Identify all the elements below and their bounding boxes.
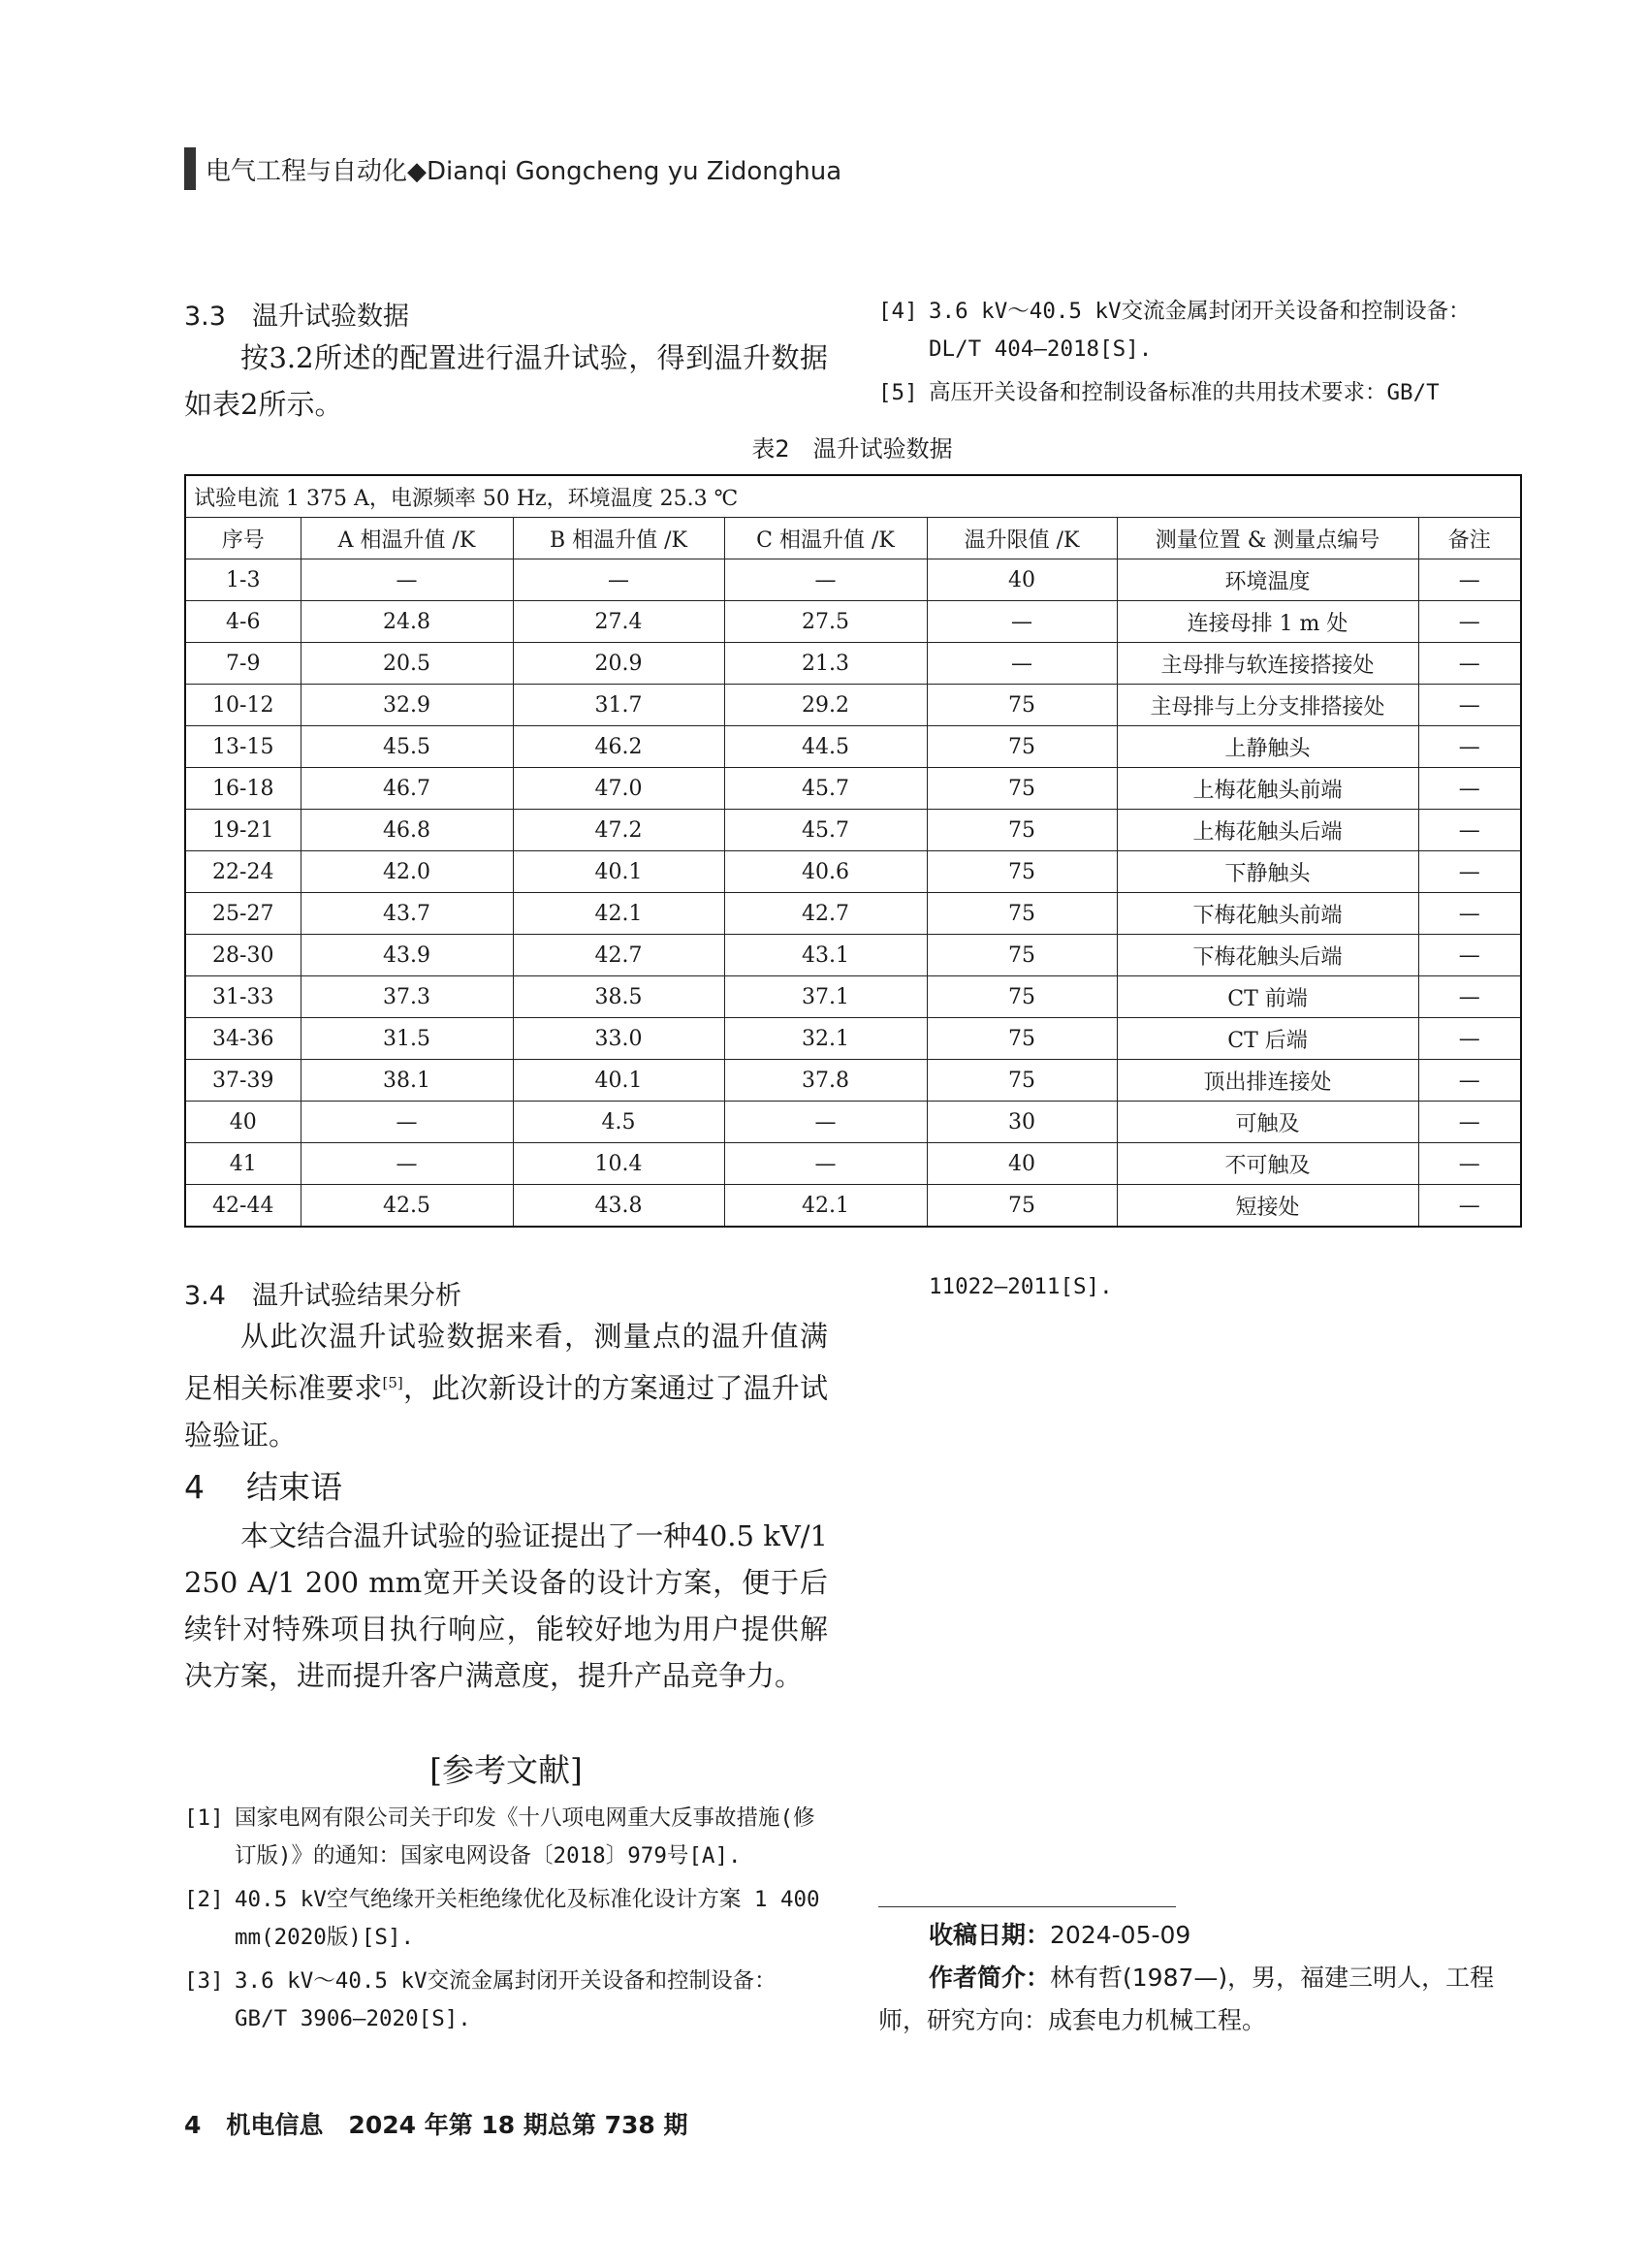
table-cell: —	[301, 559, 513, 601]
table-cell: —	[1418, 893, 1521, 935]
table-cell: —	[1418, 726, 1521, 768]
reference-item	[878, 374, 1522, 412]
paragraph: 本文结合温升试验的验证提出了一种40.5 kV/1 250 A/1 200 mm宽开关设备的设计方案，便于后续针对特殊项目执行响应，能较好地为用户提供解决方案，进而提升客户满意度，提升产品竞争力。	[184, 1519, 828, 1692]
table-cell: 主母排与上分支排搭接处	[1117, 685, 1418, 726]
reference-number: [2]	[184, 1887, 224, 1912]
table-cell: 可触及	[1117, 1102, 1418, 1143]
table-cell: 75	[927, 1185, 1117, 1228]
reference-item	[184, 1881, 828, 1957]
table-row	[185, 559, 1521, 601]
reference-item	[878, 293, 1522, 368]
table-cell: 42.1	[724, 1185, 927, 1228]
table-cell: 75	[927, 851, 1117, 893]
citation-marker: [5]	[382, 1374, 403, 1391]
received-label: 收稿日期：	[929, 1921, 1051, 1949]
table-cell: CT 前端	[1117, 976, 1418, 1018]
table-cell: 顶出排连接处	[1117, 1060, 1418, 1102]
table-cell: —	[1418, 935, 1521, 976]
table-cell: 25-27	[185, 893, 301, 935]
received-date	[878, 1914, 1522, 1957]
table-cell: —	[1418, 559, 1521, 601]
section-4-heading	[184, 1462, 342, 1508]
table-header-row	[185, 518, 1521, 559]
table-cell: 75	[927, 768, 1117, 810]
table-cell: 43.1	[724, 935, 927, 976]
table-cell: 42.5	[301, 1185, 513, 1228]
reference-number: [4]	[878, 299, 918, 324]
table-cell: 29.2	[724, 685, 927, 726]
table-cell: 40.1	[513, 851, 724, 893]
author-value: 林有哲(1987—)，男，福建三明人，工程师，研究方向：成套电力机械工程。	[878, 1964, 1495, 2034]
article-meta	[878, 1914, 1522, 2042]
table-cell: 下梅花触头前端	[1117, 893, 1418, 935]
table-row	[185, 768, 1521, 810]
table-cell: 16-18	[185, 768, 301, 810]
table-cell: 42.0	[301, 851, 513, 893]
table-cell: CT 后端	[1117, 1018, 1418, 1060]
table-row	[185, 935, 1521, 976]
reference-text: 3.6 kV～40.5 kV交流金属封闭开关设备和控制设备：GB/T 3906—2020[S].	[235, 1968, 777, 2031]
reference-item	[184, 1963, 828, 2038]
table-cell: 34-36	[185, 1018, 301, 1060]
table-cell: 43.9	[301, 935, 513, 976]
footnote-divider	[878, 1906, 1176, 1907]
section-4-body	[184, 1513, 828, 1699]
table-cell: 上静触头	[1117, 726, 1418, 768]
table-cell: 4.5	[513, 1102, 724, 1143]
table-cell: 47.0	[513, 768, 724, 810]
reference-text: 3.6 kV～40.5 kV交流金属封闭开关设备和控制设备：DL/T 404—2018[S].	[929, 299, 1471, 362]
table-cell: 75	[927, 810, 1117, 851]
table-cell: 75	[927, 685, 1117, 726]
table-cell: 30	[927, 1102, 1117, 1143]
table-cell: 33.0	[513, 1018, 724, 1060]
table-cell: 46.2	[513, 726, 724, 768]
table-cell: 20.5	[301, 643, 513, 685]
table-row	[185, 685, 1521, 726]
table-cell: 27.5	[724, 601, 927, 643]
table-row	[185, 810, 1521, 851]
table-cell: 4-6	[185, 601, 301, 643]
table-row	[185, 1143, 1521, 1185]
table-cell: 42.7	[513, 935, 724, 976]
received-value: 2024-05-09	[1050, 1921, 1191, 1949]
references-list	[184, 1800, 828, 2044]
table-row	[185, 643, 1521, 685]
page-number: 4	[184, 2111, 202, 2139]
table-cell: —	[1418, 1185, 1521, 1228]
reference-number: [3]	[184, 1968, 224, 1994]
temperature-rise-table	[184, 474, 1522, 1228]
author-label: 作者简介：	[929, 1964, 1051, 1992]
table-cell: 40.6	[724, 851, 927, 893]
table-cell: 42-44	[185, 1185, 301, 1228]
table-cell: 75	[927, 726, 1117, 768]
table-cell: 不可触及	[1117, 1143, 1418, 1185]
table-cell: 46.7	[301, 768, 513, 810]
references-continued-top	[878, 293, 1522, 418]
table-cell: 37.8	[724, 1060, 927, 1102]
section-title: 温升试验结果分析	[252, 1281, 461, 1311]
table-cell: 38.1	[301, 1060, 513, 1102]
table-cell: 31.7	[513, 685, 724, 726]
table-cell: —	[1418, 1102, 1521, 1143]
author-bio	[878, 1957, 1522, 2042]
table-cell: 41	[185, 1143, 301, 1185]
table-cell: —	[1418, 1018, 1521, 1060]
reference-number: [1]	[184, 1805, 224, 1831]
table-cell: 43.8	[513, 1185, 724, 1228]
table-cell: 20.9	[513, 643, 724, 685]
table-cell: —	[1418, 643, 1521, 685]
section-3-4-body	[184, 1313, 828, 1458]
table-cell: 45.7	[724, 810, 927, 851]
table-cell: 40	[185, 1102, 301, 1143]
table-cell: —	[1418, 768, 1521, 810]
section-number: 4	[184, 1468, 205, 1506]
table-row	[185, 976, 1521, 1018]
table-cell: 75	[927, 1018, 1117, 1060]
table-cell: 27.4	[513, 601, 724, 643]
table-cell: 32.1	[724, 1018, 927, 1060]
table-cell: 环境温度	[1117, 559, 1418, 601]
table-cell: 75	[927, 976, 1117, 1018]
table-cell: 22-24	[185, 851, 301, 893]
table-cell: 10-12	[185, 685, 301, 726]
section-3-3-heading	[184, 295, 409, 333]
table-row	[185, 893, 1521, 935]
table-cell: —	[1418, 851, 1521, 893]
table-cell: 38.5	[513, 976, 724, 1018]
table-cell: 40.1	[513, 1060, 724, 1102]
table-cell: 75	[927, 893, 1117, 935]
test-condition: 试验电流 1 375 A，电源频率 50 Hz，环境温度 25.3 ℃	[185, 475, 1521, 518]
paragraph	[184, 1313, 828, 1458]
table-cell: 46.8	[301, 810, 513, 851]
table-cell: 下梅花触头后端	[1117, 935, 1418, 976]
table-cell: 42.1	[513, 893, 724, 935]
table-cell: 47.2	[513, 810, 724, 851]
table-cell: 上梅花触头后端	[1117, 810, 1418, 851]
footer-journal: 机电信息	[226, 2111, 324, 2139]
column-header: 温升限值 /K	[927, 518, 1117, 559]
table-row	[185, 726, 1521, 768]
page-footer	[184, 2106, 714, 2141]
table-caption: 表2 温升试验数据	[751, 435, 953, 463]
table-cell: 37-39	[185, 1060, 301, 1102]
journal-header-title: 电气工程与自动化◆Dianqi Gongcheng yu Zidonghua	[206, 157, 842, 186]
reference-5-continued: 11022—2011[S].	[929, 1274, 1113, 1299]
table-cell: —	[1418, 810, 1521, 851]
table-cell: 75	[927, 935, 1117, 976]
table-cell: 32.9	[301, 685, 513, 726]
reference-text: 40.5 kV空气绝缘开关柜绝缘优化及标准化设计方案 1 400 mm(2020版)[S].	[235, 1887, 820, 1950]
table-row	[185, 1018, 1521, 1060]
table-cell: —	[927, 643, 1117, 685]
section-title: 结束语	[246, 1468, 342, 1506]
paragraph-text: 从此次温升试验数据来看，测量点的温升值满足相关标准要求	[184, 1320, 828, 1405]
column-header: 测量位置 & 测量点编号	[1117, 518, 1418, 559]
reference-text: 国家电网有限公司关于印发《十八项电网重大反事故措施(修订版)》的通知：国家电网设备〔2018〕979号[A].	[235, 1805, 815, 1869]
table-cell: —	[301, 1102, 513, 1143]
table-cell: 44.5	[724, 726, 927, 768]
section-3-3-body	[184, 335, 828, 428]
paragraph-text: ，此次新设计的方案通过了温升试验验证。	[184, 1371, 828, 1452]
table-cell: 75	[927, 1060, 1117, 1102]
table-cell: —	[1418, 601, 1521, 643]
table-cell: —	[724, 1143, 927, 1185]
section-number: 3.3	[184, 302, 226, 332]
table-cell: 43.7	[301, 893, 513, 935]
table-cell: 13-15	[185, 726, 301, 768]
column-header: C 相温升值 /K	[724, 518, 927, 559]
table-cell: 10.4	[513, 1143, 724, 1185]
header-bar	[184, 147, 196, 190]
column-header: B 相温升值 /K	[513, 518, 724, 559]
table-cell: 上梅花触头前端	[1117, 768, 1418, 810]
reference-number: [5]	[878, 380, 918, 405]
table-row	[185, 601, 1521, 643]
table-row	[185, 851, 1521, 893]
table-cell: —	[724, 559, 927, 601]
references-title: [参考文献]	[429, 1751, 583, 1789]
table-cell: 45.5	[301, 726, 513, 768]
table-condition-row	[185, 475, 1521, 518]
table-cell: 42.7	[724, 893, 927, 935]
reference-item	[184, 1800, 828, 1875]
table-cell: 40	[927, 559, 1117, 601]
column-header: 备注	[1418, 518, 1521, 559]
reference-text: 高压开关设备和控制设备标准的共用技术要求：GB/T	[929, 380, 1440, 405]
table-row	[185, 1060, 1521, 1102]
table-cell: —	[301, 1143, 513, 1185]
table-cell: 主母排与软连接搭接处	[1117, 643, 1418, 685]
table-cell: 1-3	[185, 559, 301, 601]
column-header: 序号	[185, 518, 301, 559]
table-cell: 19-21	[185, 810, 301, 851]
table-cell: 连接母排 1 m 处	[1117, 601, 1418, 643]
table-cell: 31.5	[301, 1018, 513, 1060]
table-cell: 37.1	[724, 976, 927, 1018]
table-cell: —	[513, 559, 724, 601]
table-cell: 40	[927, 1143, 1117, 1185]
section-3-4-heading	[184, 1274, 461, 1312]
table-cell: —	[1418, 685, 1521, 726]
table-cell: 37.3	[301, 976, 513, 1018]
table-cell: 短接处	[1117, 1185, 1418, 1228]
table-cell: —	[927, 601, 1117, 643]
table-cell: 31-33	[185, 976, 301, 1018]
table-cell: 28-30	[185, 935, 301, 976]
column-header: A 相温升值 /K	[301, 518, 513, 559]
table-cell: —	[1418, 976, 1521, 1018]
footer-issue: 2024 年第 18 期总第 738 期	[348, 2111, 688, 2139]
paragraph: 按3.2所述的配置进行温升试验，得到温升数据如表2所示。	[184, 341, 828, 421]
table-cell: 21.3	[724, 643, 927, 685]
table-cell: 45.7	[724, 768, 927, 810]
table-cell: 24.8	[301, 601, 513, 643]
table-cell: —	[724, 1102, 927, 1143]
table-cell: 7-9	[185, 643, 301, 685]
table-row	[185, 1185, 1521, 1228]
section-number: 3.4	[184, 1281, 226, 1311]
section-title: 温升试验数据	[252, 302, 409, 332]
table-row	[185, 1102, 1521, 1143]
table-cell: —	[1418, 1143, 1521, 1185]
table-cell: 下静触头	[1117, 851, 1418, 893]
table-cell: —	[1418, 1060, 1521, 1102]
